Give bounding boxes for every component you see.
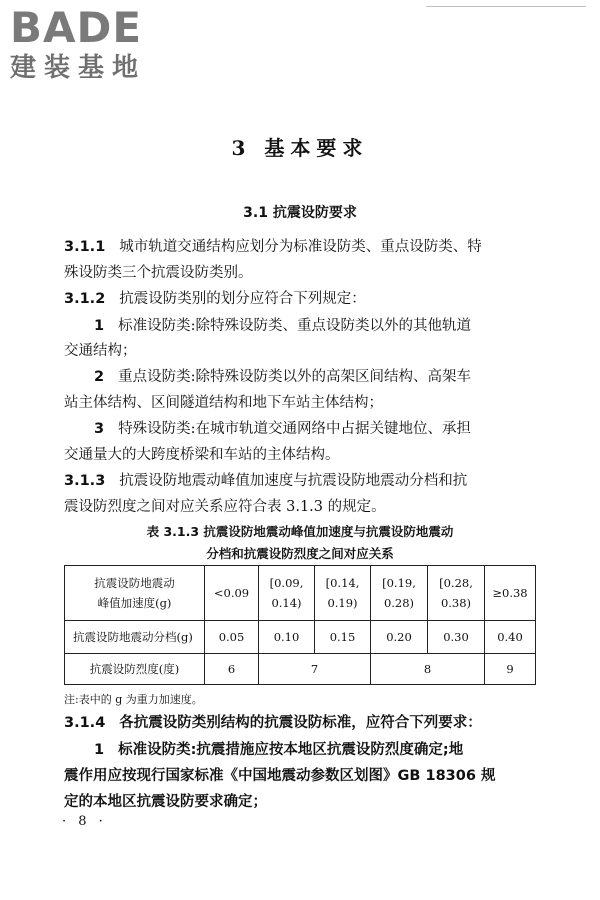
table-row	[65, 621, 536, 654]
cell-line: [0.19,	[382, 576, 416, 591]
clause-3-1-4	[64, 712, 534, 734]
table-cell	[259, 566, 315, 621]
clause-text: 各抗震设防类别结构的抗震设防标准，应符合下列要求：	[119, 715, 482, 731]
page-number: · 8 ·	[62, 814, 107, 829]
clause-number: 3.1.4	[64, 715, 106, 731]
logo-word: BADE	[10, 3, 143, 52]
cell-line: [0.14,	[325, 576, 360, 591]
table-caption-line1: 表 3.1.3 抗震设防地震动峰值加速度与抗震设防地震动	[146, 524, 454, 539]
list-item-2-cont: 站主体结构、区间隧道结构和地下车站主体结构；	[64, 395, 383, 411]
clause-3-1-3-cont: 震设防烈度之间对应关系应符合表 3.1.3 的规定。	[64, 499, 386, 515]
clause-number: 3.1.1	[64, 239, 106, 255]
table-cell: 6	[205, 654, 259, 685]
cell-line: <0.09	[213, 586, 250, 601]
list-item-4	[64, 739, 564, 761]
item-number: 2	[94, 369, 105, 385]
item-text: 标准设防类:抗震措施应按本地区抗震设防烈度确定;地	[118, 742, 464, 758]
logo-subtitle: 建装基地	[10, 53, 147, 83]
list-item-3	[64, 418, 564, 440]
table-cell	[485, 566, 536, 621]
table-cell: 0.05	[205, 621, 259, 654]
clause-3-1-3	[64, 470, 534, 492]
clause-number: 3.1.2	[64, 291, 106, 307]
table-row	[65, 566, 536, 621]
clause-text: 抗震设防地震动峰值加速度与抗震设防地震动分档和抗	[119, 473, 468, 489]
table-cell	[315, 566, 371, 621]
cell-line: 0.19)	[327, 596, 358, 611]
item-text: 重点设防类:除特殊设防类以外的高架区间结构、高架车	[118, 369, 471, 385]
acceleration-table	[64, 565, 536, 685]
clause-3-1-2	[64, 288, 534, 310]
row-header: 抗震设防烈度(度)	[65, 654, 205, 685]
list-item-3-cont: 交通量大的大跨度桥梁和车站的主体结构。	[64, 447, 340, 463]
clause-text: 城市轨道交通结构应划分为标准设防类、重点设防类、特	[119, 239, 482, 255]
table-cell: 7	[259, 654, 371, 685]
list-item-4-cont2: 定的本地区抗震设防要求确定；	[64, 794, 267, 810]
section-title: 3.1 抗震设防要求	[243, 205, 357, 221]
table-cell	[371, 566, 428, 621]
table-cell: 8	[371, 654, 485, 685]
brand-logo	[10, 3, 180, 84]
item-text: 特殊设防类:在城市轨道交通网络中占据关键地位、承担	[118, 421, 471, 437]
cell-line: [0.09,	[269, 576, 304, 591]
clause-number: 3.1.3	[64, 473, 106, 489]
table-cell	[428, 566, 485, 621]
table-cell: 0.15	[315, 621, 371, 654]
cell-line: 0.38)	[440, 596, 472, 611]
table-cell: 0.20	[371, 621, 428, 654]
item-number: 1	[94, 318, 105, 334]
list-item-4-cont: 震作用应按现行国家标准《中国地震动参数区划图》GB 18306 规	[64, 768, 496, 784]
table-cell: 0.40	[485, 621, 536, 654]
top-rule	[426, 6, 586, 7]
table-row	[65, 654, 536, 685]
list-item-1	[64, 315, 564, 337]
table-caption-line2: 分档和抗震设防烈度之间对应关系	[206, 546, 394, 561]
cell-line: 0.28)	[383, 596, 415, 611]
table-cell: 0.10	[259, 621, 315, 654]
cell-line: 0.14)	[271, 596, 302, 611]
item-text: 标准设防类:除特殊设防类、重点设防类以外的其他轨道	[118, 318, 471, 334]
cell-line: ≥0.38	[492, 586, 528, 601]
row-header	[65, 566, 205, 621]
row-header-line: 抗震设防地震动	[94, 576, 175, 591]
list-item-1-cont: 交通结构；	[64, 343, 137, 359]
clause-3-1-1	[64, 236, 534, 258]
clause-text: 抗震设防类别的划分应符合下列规定：	[119, 291, 366, 307]
cell-line: [0.28,	[439, 576, 473, 591]
clause-3-1-1-cont: 殊设防类三个抗震设防类别。	[64, 265, 253, 281]
table-note: 注:表中的 g 为重力加速度。	[64, 693, 203, 706]
table-cell	[205, 566, 259, 621]
row-header-line: 峰值加速度(g)	[97, 596, 172, 611]
row-header: 抗震设防地震动分档(g)	[65, 621, 205, 654]
table-cell: 0.30	[428, 621, 485, 654]
table-cell: 9	[485, 654, 536, 685]
chapter-title: 3 基本要求	[231, 136, 369, 160]
item-number: 1	[94, 742, 105, 758]
item-number: 3	[94, 421, 105, 437]
list-item-2	[64, 366, 564, 388]
